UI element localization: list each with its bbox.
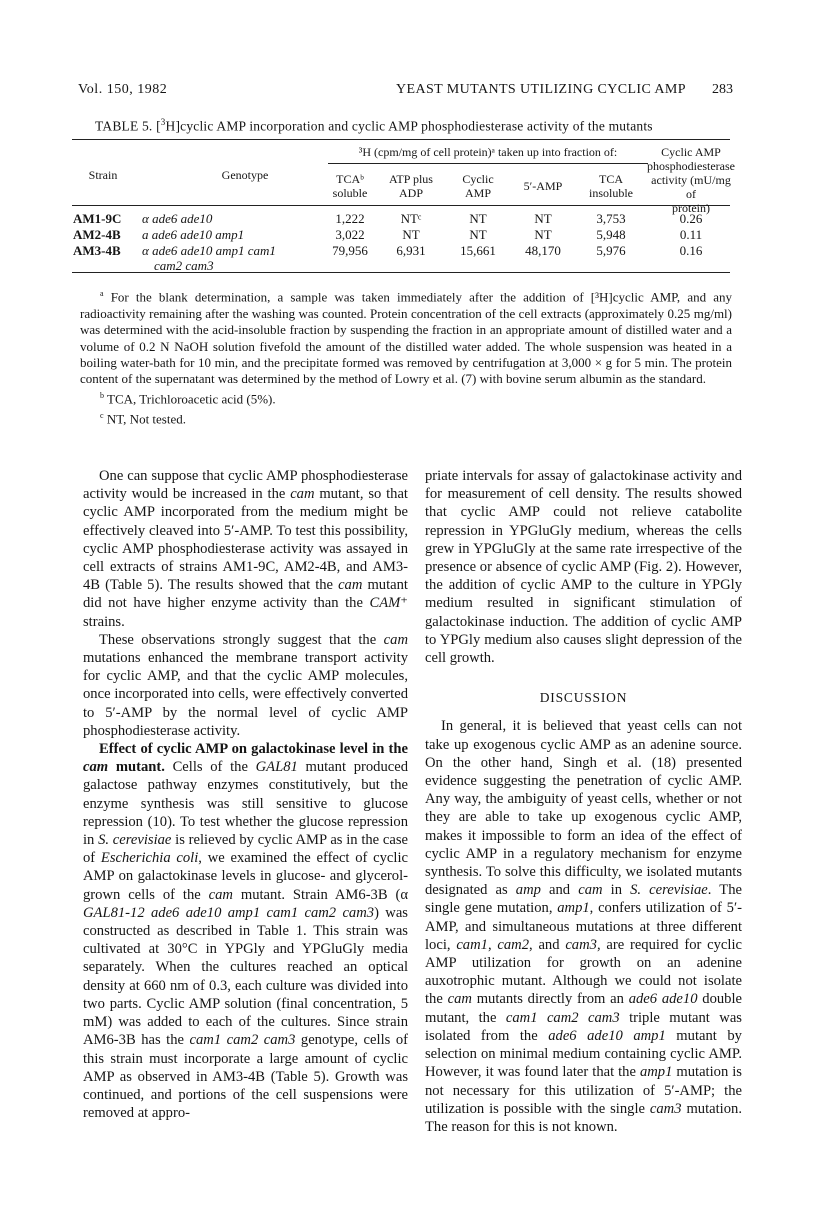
paragraph [83, 740, 408, 1122]
body-column-left [83, 467, 408, 1122]
row-3-cyclic-amp: 15,661 [460, 243, 496, 258]
row-3-atp-adp: 6,931 [396, 243, 426, 258]
paragraph [425, 717, 742, 1136]
header-uptake-group: ³H (cpm/mg of cell protein)ᵃ taken up into fraction of: [358, 145, 618, 159]
text-run: mutant by selection on minimal medium containing cyclic AMP. However, it was found later that the [425, 1027, 742, 1081]
text-run: Cells of the [164, 759, 256, 776]
text-run: cam1 [456, 936, 488, 953]
table-caption: TABLE 5. [$^3$H]cyclic AMP incorporation and cyclic AMP phosphodiesterase activity of the mutants [95, 117, 653, 134]
text-run: mutants directly from an [471, 991, 629, 1008]
text-run: double mutant, the [425, 991, 743, 1026]
text-run: One can suppose that cyclic AMP phosphodiesterase activity would be increased in the [83, 468, 408, 503]
text-run: cam [338, 577, 363, 594]
row-3-strain: AM3-4B [73, 243, 121, 258]
text-run: Escherichia coli [100, 850, 199, 867]
paragraph [425, 467, 742, 667]
text-run: ) was constructed as described in Table 1. This strain was cultivated at 30°C in YPGly and YPGluGly media separately. When the cultures reached an optical density at 660 nm of 0.3, each culture was divided into two parts. Cyclic AMP solution (final concentration, 5 mM) was added to each of the cultures. Since strain AM6-3B has the [83, 904, 408, 1049]
text-run: cam1 cam2 cam3 [189, 1032, 296, 1049]
row-1-pde: 0.26 [679, 211, 703, 226]
text-run: mutant did not have higher enzyme activity than the [83, 577, 408, 612]
header-cyclic-amp: Cyclic AMP [462, 172, 494, 200]
footnote-a: $^a$ For the blank determination, a sample was taken immediately after the addition of [³H]cyclic AMP, and any radioactivity remaining after the washing was counted. Protein concentration of the cell extracts (approximately 0.25 mg/ml) was determined with the acid-insoluble fraction by suspending the fraction in an appropriate amount of distilled water and a volume of 0.2 N NaOH solution fivefold the amount of the distilled water added. The whole suspension was heated in a boiling water-bath for 10 min, and the precipitate formed was removed by centrifugation at 3,000 × g for 5 min. The protein content of the supernatant was determined by the method of Lowry et al. (7) with bovine serum albumin as the standard. [80, 289, 732, 387]
text-run: mutations enhanced the membrane transport activity for cyclic AMP, and that the cyclic AMP molecules, once incorporated into cells, were effectively converted to 5′-AMP by the normal level of cyclic AMP phosphodiesterase activity. [83, 650, 408, 739]
row-1-tca-soluble: 1,222 [335, 211, 365, 226]
text-run: mutant. Strain AM6-3B (α [232, 886, 408, 903]
row-2-pde: 0.11 [679, 227, 703, 242]
text-run: and [540, 882, 579, 899]
text-run: ade6 ade10 [628, 991, 698, 1008]
text-run: strains. [83, 613, 125, 630]
header-strain: Strain [88, 168, 118, 182]
row-2-cyclic-amp: NT [469, 227, 487, 242]
row-3-pde: 0.16 [679, 243, 703, 258]
header-tca-insoluble: TCA insoluble [589, 172, 633, 200]
row-3-tca-soluble: 79,956 [332, 243, 368, 258]
footnote-b: $^b$ TCA, Trichloroacetic acid (5%). [100, 390, 276, 407]
row-2-5-amp: NT [534, 227, 552, 242]
row-1-5-amp: NT [534, 211, 552, 226]
body-column-right [425, 467, 742, 1136]
text-run: , we examined the effect of cyclic AMP on galactokinase levels in glucose- and glycerol-grown cells of the [83, 850, 408, 903]
text-run: ade6 ade10 amp1 [548, 1027, 666, 1044]
text-run: amp [515, 882, 541, 899]
header-tca-soluble: TCAᵇ soluble [332, 172, 368, 200]
text-run: amp1 [557, 900, 590, 917]
text-run: mutant produced galactose pathway enzymes constitutively, but the enzyme synthesis was still sensitive to glucose repression (10). To test whether the glucose repression in [83, 759, 408, 849]
text-run: . The single gene mutation, [425, 882, 742, 917]
paragraph [83, 631, 408, 740]
text-run: cam3 [565, 936, 597, 953]
paragraph [83, 467, 408, 631]
row-2-tca-insoluble: 5,948 [596, 227, 626, 242]
text-run: cam [208, 886, 233, 903]
header-atp-adp: ATP plus ADP [389, 172, 433, 200]
text-run: mutant, so that cyclic AMP incorporated from the medium might be effectively cleaved into 5′-AMP. To test this possibility, cyclic AMP phosphodiesterase activity was assayed in cell extracts of strains AM1-9C, AM2-4B, and AM3-4B (Table 5). The results showed that the [83, 486, 408, 594]
text-run: S. cerevisiae [630, 882, 708, 899]
row-1-tca-insoluble: 3,753 [596, 211, 626, 226]
text-run: cam2 [497, 936, 530, 953]
section-heading-discussion: DISCUSSION [539, 690, 628, 706]
page-number: 283 [712, 82, 733, 97]
text-run: GAL81 [255, 759, 298, 776]
text-run: , [487, 936, 498, 953]
table-top-rule [72, 139, 730, 140]
header-pde-activity: Cyclic AMP phosphodiesterase activity (mU/mg of protein) [647, 145, 735, 215]
table-header-rule [72, 205, 730, 206]
table-footnotes [80, 286, 732, 427]
row-2-genotype: a ade6 ade10 amp1 [142, 227, 245, 242]
journal-volume: Vol. 150, 1982 [78, 82, 168, 97]
text-run: GAL81-12 ade6 ade10 amp1 cam1 cam2 cam3 [83, 904, 375, 921]
text-run: cam [383, 631, 408, 648]
row-3-genotype-cont: cam2 cam3 [154, 258, 214, 273]
text-run: priate intervals for assay of galactokinase activity and for measurement of cell density. The results showed that cyclic AMP could not relieve catabolite repression in YPGluGly medium, whereas the cells grew in YPGluGly at the same rate irrespective of the presence or absence of cyclic AMP (Fig. 2). However, the addition of cyclic AMP to the culture in YPGly medium resulted in significant stimulation of galactokinase induction. The addition of cyclic AMP to YPGly medium also causes slight depression of the cell growth. [425, 468, 742, 667]
text-run: , are required for cyclic AMP utilization for growth on an adenine auxotrophic mutant. Although we could not isolate the [425, 936, 743, 1008]
text-run: mutation is not necessary for this utilization of 5′-AMP; the utilization is possible with the single [425, 1064, 742, 1117]
text-run: cam [447, 991, 472, 1008]
header-5-amp: 5′-AMP [523, 179, 563, 193]
row-2-strain: AM2-4B [73, 227, 121, 242]
text-run: mutant. [108, 759, 165, 776]
running-title: YEAST MUTANTS UTILIZING CYCLIC AMP [396, 82, 686, 97]
text-run: is relieved by cyclic AMP as in the case of [83, 832, 409, 867]
text-run: genotype, cells of this strain must incorporate a large amount of cyclic AMP as observed in AM3-4B (Table 5). Growth was continued, and portions of the cell suspensions were removed at appro- [83, 1032, 408, 1122]
text-run: , and [529, 936, 566, 953]
text-run: , confers utilization of 5′-AMP, and simultaneous mutations at three different loci, [425, 900, 742, 953]
text-run: amp1 [639, 1064, 673, 1081]
row-1-cyclic-amp: NT [469, 211, 487, 226]
row-1-genotype: α ade6 ade10 [142, 211, 213, 226]
text-run: in [602, 882, 631, 899]
text-run: mutation. The reason for this is not known. [425, 1100, 742, 1135]
running-head [78, 82, 733, 102]
row-3-5-amp: 48,170 [525, 243, 561, 258]
text-run: Effect of cyclic AMP on galactokinase level in the [99, 741, 408, 758]
uptake-group-rule [328, 163, 648, 164]
text-run: cam [83, 759, 109, 776]
footnote-c: $^c$ NT, Not tested. [100, 410, 186, 426]
row-1-strain: AM1-9C [73, 211, 122, 226]
text-run: CAM⁺ [369, 595, 408, 612]
header-genotype: Genotype [221, 168, 269, 182]
row-3-tca-insoluble: 5,976 [596, 243, 626, 258]
text-run: triple mutant was isolated from the [425, 1009, 742, 1044]
row-1-atp-adp: NTᶜ [400, 211, 422, 226]
text-run: These observations strongly suggest that the [99, 631, 384, 648]
row-2-tca-soluble: 3,022 [335, 227, 365, 242]
text-run: cam3 [649, 1100, 682, 1117]
text-run: S. cerevisiae [98, 832, 172, 849]
row-2-atp-adp: NT [402, 227, 420, 242]
text-run: cam1 cam2 cam3 [505, 1009, 620, 1026]
row-3-genotype: α ade6 ade10 amp1 cam1 [142, 243, 276, 258]
text-run: cam [578, 882, 603, 899]
text-run: In general, it is believed that yeast cells can not take up exogenous cyclic AMP as an adenine source. On the other hand, Singh et al. (18) presented evidence suggesting the penetration of cyclic AMP. Any way, the ambiguity of yeast cells, whether or not they are able to take up exogenous cyclic AMP, makes it impossible to form an idea of the effect of cyclic AMP in a regulatory mechanism for enzyme synthesis. To solve this difficulty, we isolated mutants designated as [425, 718, 742, 899]
text-run: cam [290, 486, 315, 503]
